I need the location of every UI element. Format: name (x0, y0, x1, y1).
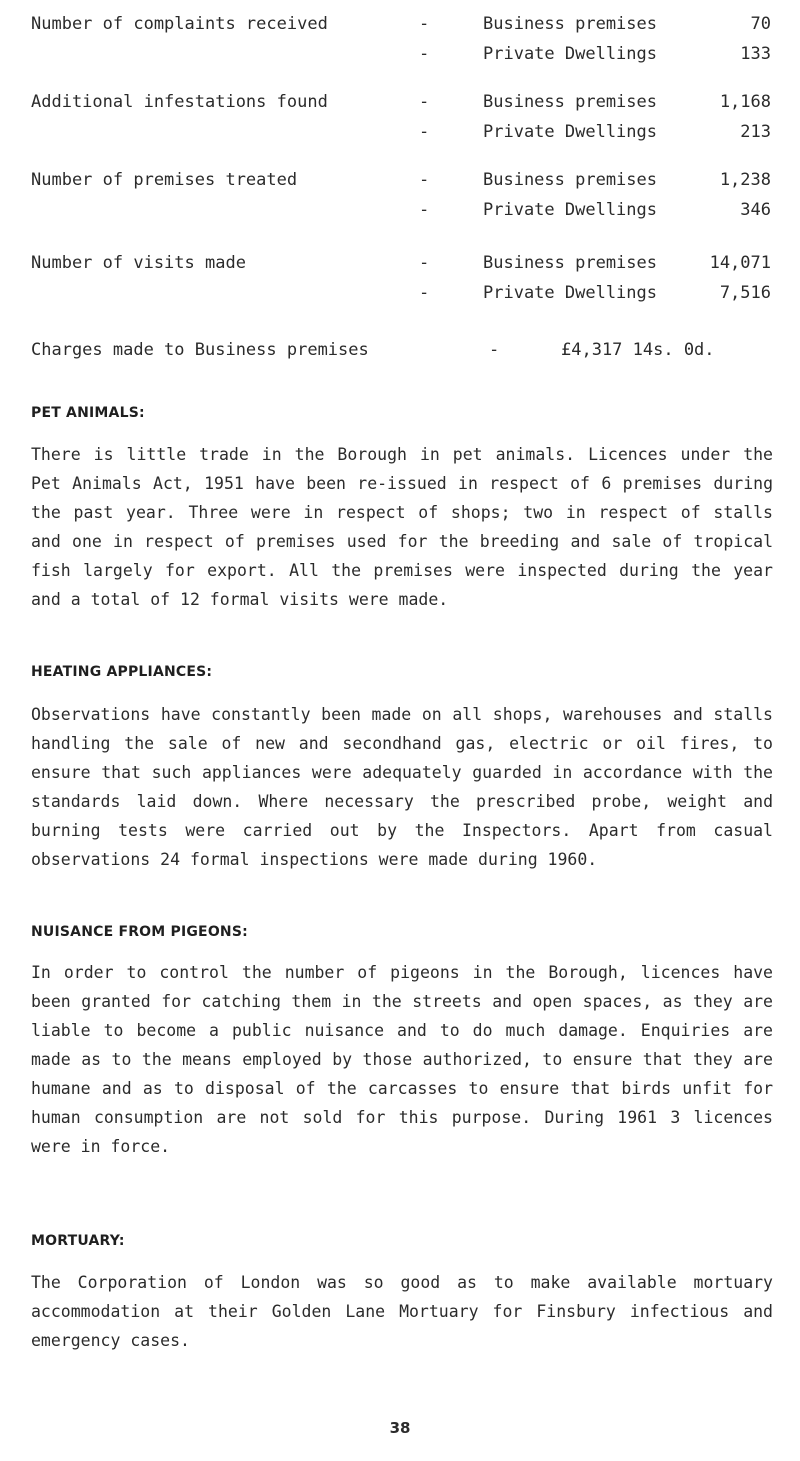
section-text-heating-appliances: Observations have constantly been made on all shops, warehouses and stalls handling the sale of new and secondhand gas, electric or oil fires, to ensure that such appliances were adequately guarded in accordance with the standards laid down. Where necessary the prescribed probe, weight and burning tests were carried out by the Inspectors. Apart from casual observations 24 formal inspections were made during 1960. (31, 705, 773, 869)
stat-category: Private Dwellings (483, 200, 657, 220)
page-number: 38 (389, 1419, 411, 1437)
section-heading-nuisance-from-pigeons: NUISANCE FROM PIGEONS: (31, 924, 248, 940)
stat-category: Private Dwellings (483, 122, 657, 142)
stat-dash: - (419, 44, 430, 64)
stat-category: Private Dwellings (483, 44, 657, 64)
stat-label: Number of complaints received (31, 14, 328, 34)
charges-value: £4,317 14s. 0d. (561, 340, 715, 360)
stat-label: Number of visits made (31, 253, 246, 273)
stat-category: Business premises (483, 92, 657, 112)
stat-row (31, 14, 771, 44)
section-heading-mortuary: MORTUARY: (31, 1233, 125, 1249)
stat-value: 133 (740, 44, 771, 64)
stat-dash: - (419, 122, 430, 142)
stat-category: Business premises (483, 14, 657, 34)
stat-dash: - (419, 200, 430, 220)
stat-dash: - (419, 283, 430, 303)
charges-dash: - (489, 340, 500, 360)
stat-dash: - (419, 14, 430, 34)
stat-row (31, 253, 771, 283)
stat-value: 213 (740, 122, 771, 142)
section-heading-heating-appliances: HEATING APPLIANCES: (31, 664, 213, 680)
section-text-pet-animals: There is little trade in the Borough in pet animals. Licences under the Pet Animals Act, 1951 have been re-issued in respect of 6 premises during the past year. Three were in respect of shops; two in respect of stalls and one in respect of premises used for the breeding and sale of tropical fish largely for export. All the premises were inspected during the year and a total of 12 formal visits were made. (31, 445, 773, 609)
stat-row (31, 283, 771, 313)
stat-value: 1,168 (719, 92, 771, 112)
charges-label: Charges made to Business premises (31, 340, 369, 360)
charges-row (31, 340, 771, 370)
stat-value: 7,516 (719, 283, 771, 303)
stat-row (31, 122, 771, 152)
stat-category: Business premises (483, 253, 657, 273)
stat-value: 346 (740, 200, 771, 220)
section-text-mortuary: The Corporation of London was so good as to make available mortuary accommodation at their Golden Lane Mortuary for Finsbury infectious and emergency cases. (31, 1273, 773, 1350)
section-text-nuisance-from-pigeons: In order to control the number of pigeons in the Borough, licences have been granted for catching them in the streets and open spaces, as they are liable to become a public nuisance and to do much damage. Enquiries are made as to the means employed by those authorized, to ensure that they are humane and as to disposal of the carcasses to ensure that birds unfit for human consumption are not sold for this purpose. During 1961 3 licences were in force. (31, 963, 773, 1156)
section-heading-pet-animals: PET ANIMALS: (31, 405, 145, 421)
stat-group-treated (31, 170, 771, 230)
stat-row (31, 44, 771, 74)
stat-category: Business premises (483, 170, 657, 190)
stat-value: 14,071 (709, 253, 771, 273)
stat-value: 70 (750, 14, 771, 34)
stat-row (31, 170, 771, 200)
stat-category: Private Dwellings (483, 283, 657, 303)
stat-dash: - (419, 92, 430, 112)
stat-label: Additional infestations found (31, 92, 328, 112)
stat-group-visits (31, 253, 771, 313)
stat-row (31, 92, 771, 122)
stat-dash: - (419, 253, 430, 273)
stat-label: Number of premises treated (31, 170, 298, 190)
stat-dash: - (419, 170, 430, 190)
stat-group-complaints (31, 14, 771, 74)
stat-group-infestations (31, 92, 771, 152)
stat-row (31, 200, 771, 230)
stat-value: 1,238 (719, 170, 771, 190)
